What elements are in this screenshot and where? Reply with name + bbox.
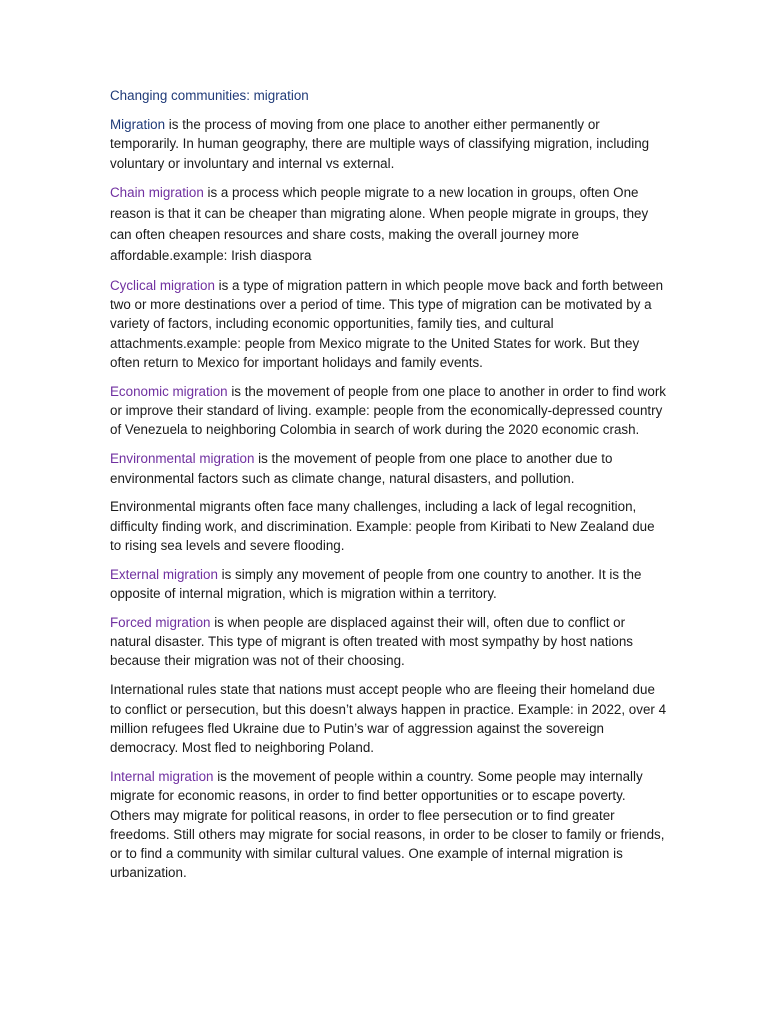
body-text: International rules state that nations must accept people who are fleeing their homeland due to conflict or persecution, but this doesn’t always happen in practice. Example: in 2022, over 4 million refugees fled Ukraine due to Putin’s war of aggression against the sovereign democracy. Most fled to neighboring Poland. — [110, 682, 667, 756]
term-internal-migration: Internal migration — [110, 768, 214, 784]
definition-text: is when people are displaced against their will, often due to conflict or natural disaster. This type of migrant is often treated with most sympathy by host nations because their migration was not of their choosing. — [110, 614, 633, 669]
definition-text: is simply any movement of people from one country to another. It is the opposite of internal migration, which is migration within a territory. — [110, 566, 642, 602]
definition-text: is the process of moving from one place to another either permanently or temporarily. In human geography, there are multiple ways of classifying migration, including voluntary or involuntary and internal vs external. — [110, 117, 650, 171]
definition-text: is the movement of people within a country. Some people may internally migrate for economic reasons, in order to find better opportunities or to escape poverty. Others may migrate for political reasons, in order to flee persecution or to find greater freedoms. Still others may migrate for social reasons, in order to be closer to family or friends, or to find a community with similar cultural values. One example of internal migration is urbanization. — [110, 768, 665, 881]
term-external-migration: External migration — [110, 566, 218, 582]
definition-text: is a process which people migrate to a new location in groups, often One reason is that it can be cheaper than migrating alone. When people migrate in groups, they can often cheapen resources and share costs, making the overall journey more affordable.example: Irish diaspora — [110, 185, 649, 264]
document-title: Changing communities: migration — [110, 88, 309, 103]
definition-text: is a type of migration pattern in which people move back and forth between two or more destinations over a period of time. This type of migration can be motivated by a variety of factors, including economic opportunities, family ties, and cultural attachments.example: people from Mexico migrate to the United States for work. But they often return to Mexico for important holidays and family events. — [110, 277, 664, 371]
paragraph-environmental-migrants — [110, 497, 668, 555]
paragraph-environmental-migration — [110, 449, 668, 488]
paragraph-forced-migration — [110, 613, 668, 671]
paragraph-international-rules — [110, 680, 668, 757]
term-forced-migration: Forced migration — [110, 614, 211, 630]
paragraph-external-migration — [110, 565, 668, 604]
term-economic-migration: Economic migration — [110, 383, 228, 399]
definition-text: is the movement of people from one place to another due to environmental factors such as climate change, natural disasters, and pollution. — [110, 451, 613, 486]
paragraph-internal-migration — [110, 767, 668, 883]
term-environmental-migration: Environmental migration — [110, 451, 255, 467]
paragraph-economic-migration — [110, 382, 668, 440]
term-migration: Migration — [110, 117, 166, 132]
paragraph-chain-migration — [110, 182, 668, 266]
paragraph-cyclical-migration — [110, 276, 668, 372]
definition-text: is the movement of people from one place to another in order to find work or improve their standard of living. example: people from the economically-depressed country of Venezuela to neighboring Colombia in search of work during the 2020 economic crash. — [110, 383, 667, 438]
body-text: Environmental migrants often face many challenges, including a lack of legal recognition, difficulty finding work, and discrimination. Example: people from Kiribati to New Zealand due to rising sea levels and severe flooding. — [110, 499, 655, 553]
term-cyclical-migration: Cyclical migration — [110, 277, 215, 293]
paragraph-migration — [110, 115, 668, 173]
term-chain-migration: Chain migration — [110, 185, 204, 201]
